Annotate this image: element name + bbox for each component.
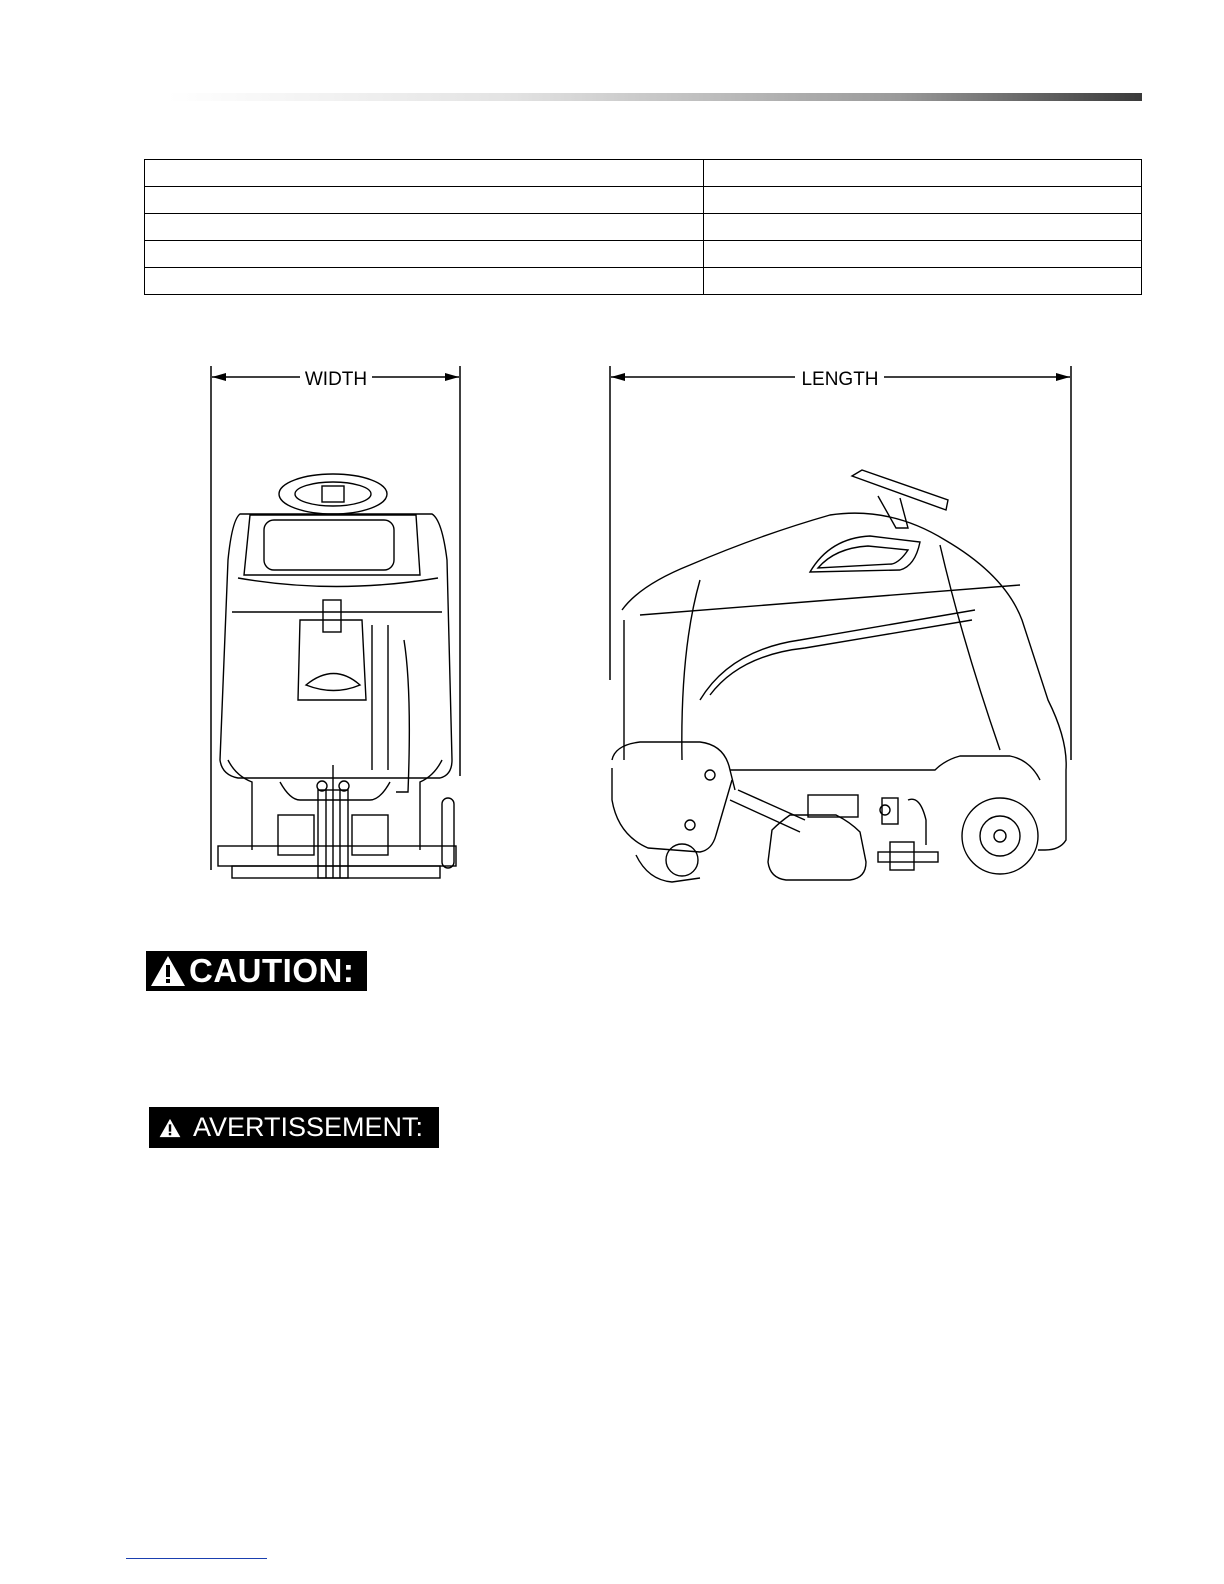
warning-triangle-icon <box>159 1117 181 1139</box>
caution-text: CAUTION: <box>189 952 355 989</box>
caution-label <box>146 951 367 991</box>
length-dimension <box>610 366 1071 760</box>
footer-rule <box>126 1558 267 1559</box>
length-label: LENGTH <box>801 369 879 390</box>
warning-triangle-icon <box>150 955 186 987</box>
avertissement-text: AVERTISSEMENT: <box>193 1112 424 1142</box>
machine-side-view <box>612 470 1066 882</box>
width-label: WIDTH <box>304 369 368 390</box>
avertissement-label <box>149 1107 439 1148</box>
machine-front-view <box>218 474 456 878</box>
width-dimension <box>211 366 460 870</box>
